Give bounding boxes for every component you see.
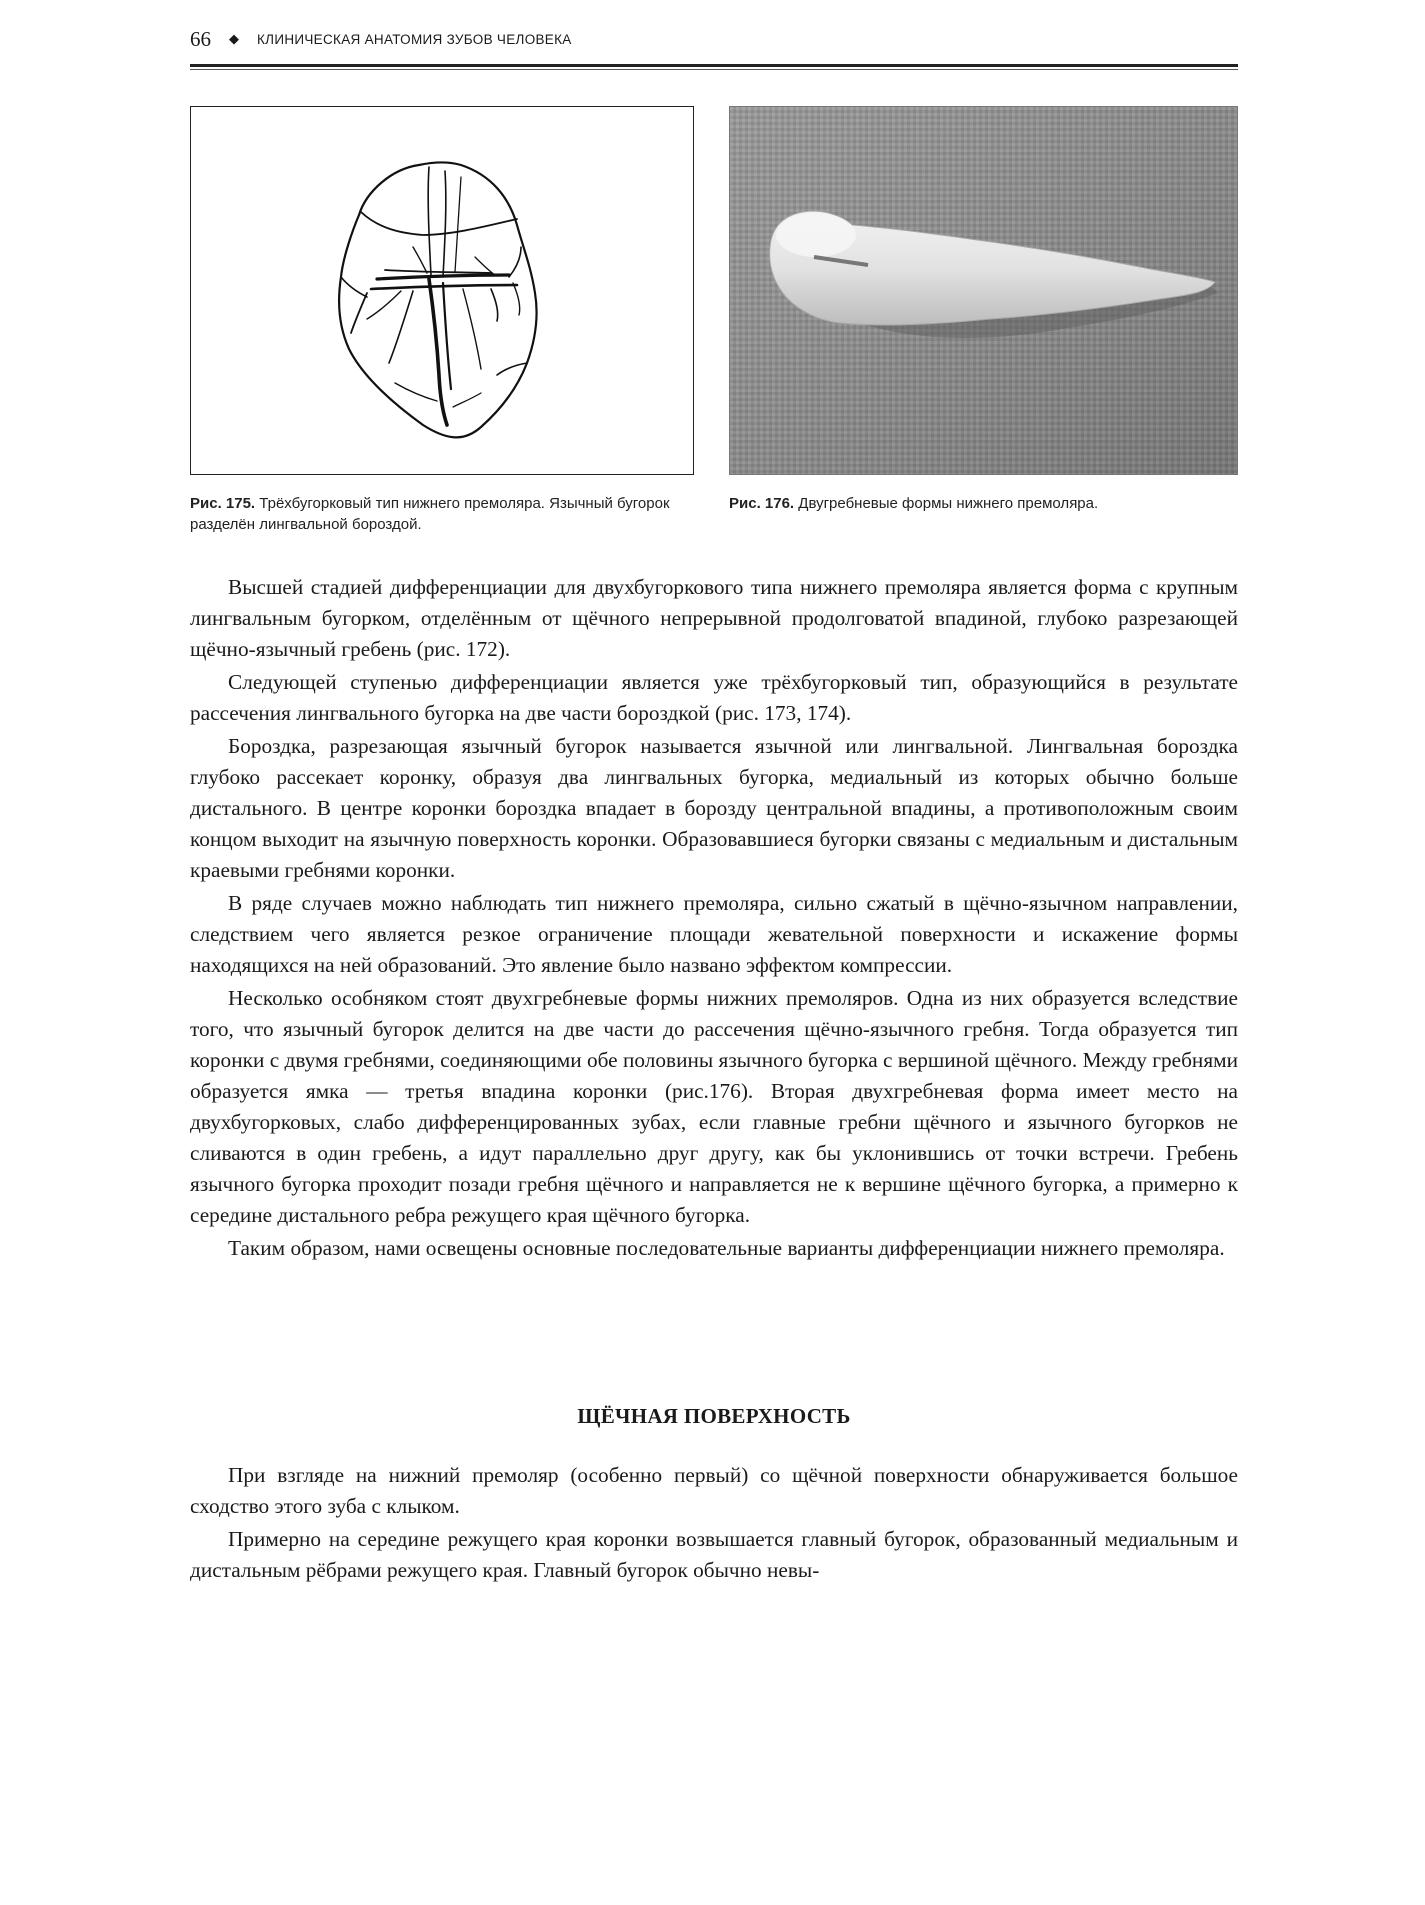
paragraph: В ряде случаев можно наблюдать тип нижнего премоляра, сильно сжатый в щёчно-язычном направлении, следствием чего является резкое ограничение площади жевательной поверхности и искажение формы находящихся на ней образований. Это явление было названо эффектом компрессии. (190, 891, 1238, 977)
caption-175-text: Трёхбугорковый тип нижнего премоляра. Язычный бугорок разделён лингвальной бороздой. (190, 495, 670, 533)
paragraph: При взгляде на нижний премоляр (особенно первый) со щёчной поверхности обнаруживается большое сходство этого зуба с клыком. (190, 1463, 1238, 1518)
header-rule-thin (190, 69, 1238, 70)
running-head (190, 24, 1238, 54)
figure-176-photo (729, 106, 1238, 475)
body-text (190, 572, 1238, 1266)
paragraph: Следующей ступенью дифференциации является уже трёхбугорковый тип, образующийся в результате рассечения лингвального бугорка на две части бороздкой (рис. 173, 174). (190, 670, 1238, 725)
figure-175-drawing (190, 106, 694, 475)
paragraph: Высшей стадией дифференциации для двухбугоркового типа нижнего премоляра является форма с крупным лингвальным бугорком, отделённым от щёчного непрерывной продолговатой впадиной, глубоко разрезающей щёчно-язычный гребень (рис. 172). (190, 575, 1238, 661)
caption-figure-175 (190, 493, 702, 535)
caption-176-text: Двугребневые формы нижнего премоляра. (798, 495, 1099, 512)
running-title: КЛИНИЧЕСКАЯ АНАТОМИЯ ЗУБОВ ЧЕЛОВЕКА (257, 31, 572, 47)
caption-figure-176 (729, 493, 1238, 514)
tooth-occlusal-sketch-icon (191, 107, 692, 473)
page-number: 66 (190, 26, 211, 51)
paragraph: Несколько особняком стоят двухгребневые формы нижних премоляров. Одна из них образуется вследствие того, что язычный бугорок делится на две части до рассечения щёчно-язычного гребня. Тогда образуется тип коронки с двумя гребнями, соединяющими обе половины язычного бугорка с вершиной щёчного. Между гребнями образуется ямка — третья впадина коронки (рис.176). Вторая двухгребневая форма имеет место на двухбугорковых, слабо дифференцированных зубах, если главные гребни щёчного и язычного бугорков не сливаются в один гребень, а идут параллельно друг другу, как бы уклонившись от точки встречи. Гребень язычного бугорка проходит позади гребня щёчного и направляется не к вершине щёчного бугорка, а примерно к середине дистального ребра режущего края щёчного бугорка. (190, 986, 1238, 1227)
bullet-separator: ◆ (229, 31, 239, 47)
caption-175-label: Рис. 175. (190, 495, 256, 512)
paragraph: Примерно на середине режущего края коронки возвышается главный бугорок, образованный медиальным и дистальным рёбрами режущего края. Главный бугорок обычно невы- (190, 1527, 1238, 1582)
paragraph: Таким образом, нами освещены основные последовательные варианты дифференциации нижнего премоляра. (228, 1236, 1225, 1260)
tooth-photo-icon (730, 107, 1238, 475)
header-rule (190, 64, 1238, 67)
paragraph: Бороздка, разрезающая язычный бугорок называется язычной или лингвальной. Лингвальная бороздка глубоко рассекает коронку, образуя два лингвальных бугорка, медиальный из которых обычно больше дистального. В центре коронки бороздка впадает в борозду центральной впадины, а противоположным своим концом выходит на язычную поверхность коронки. Образовавшиеся бугорки связаны с медиальным и дистальным краевыми гребнями коронки. (190, 734, 1238, 882)
caption-176-label: Рис. 176. (729, 495, 795, 512)
section-heading: ЩЁЧНАЯ ПОВЕРХНОСТЬ (577, 1404, 851, 1428)
section-body-text (190, 1460, 1238, 1588)
